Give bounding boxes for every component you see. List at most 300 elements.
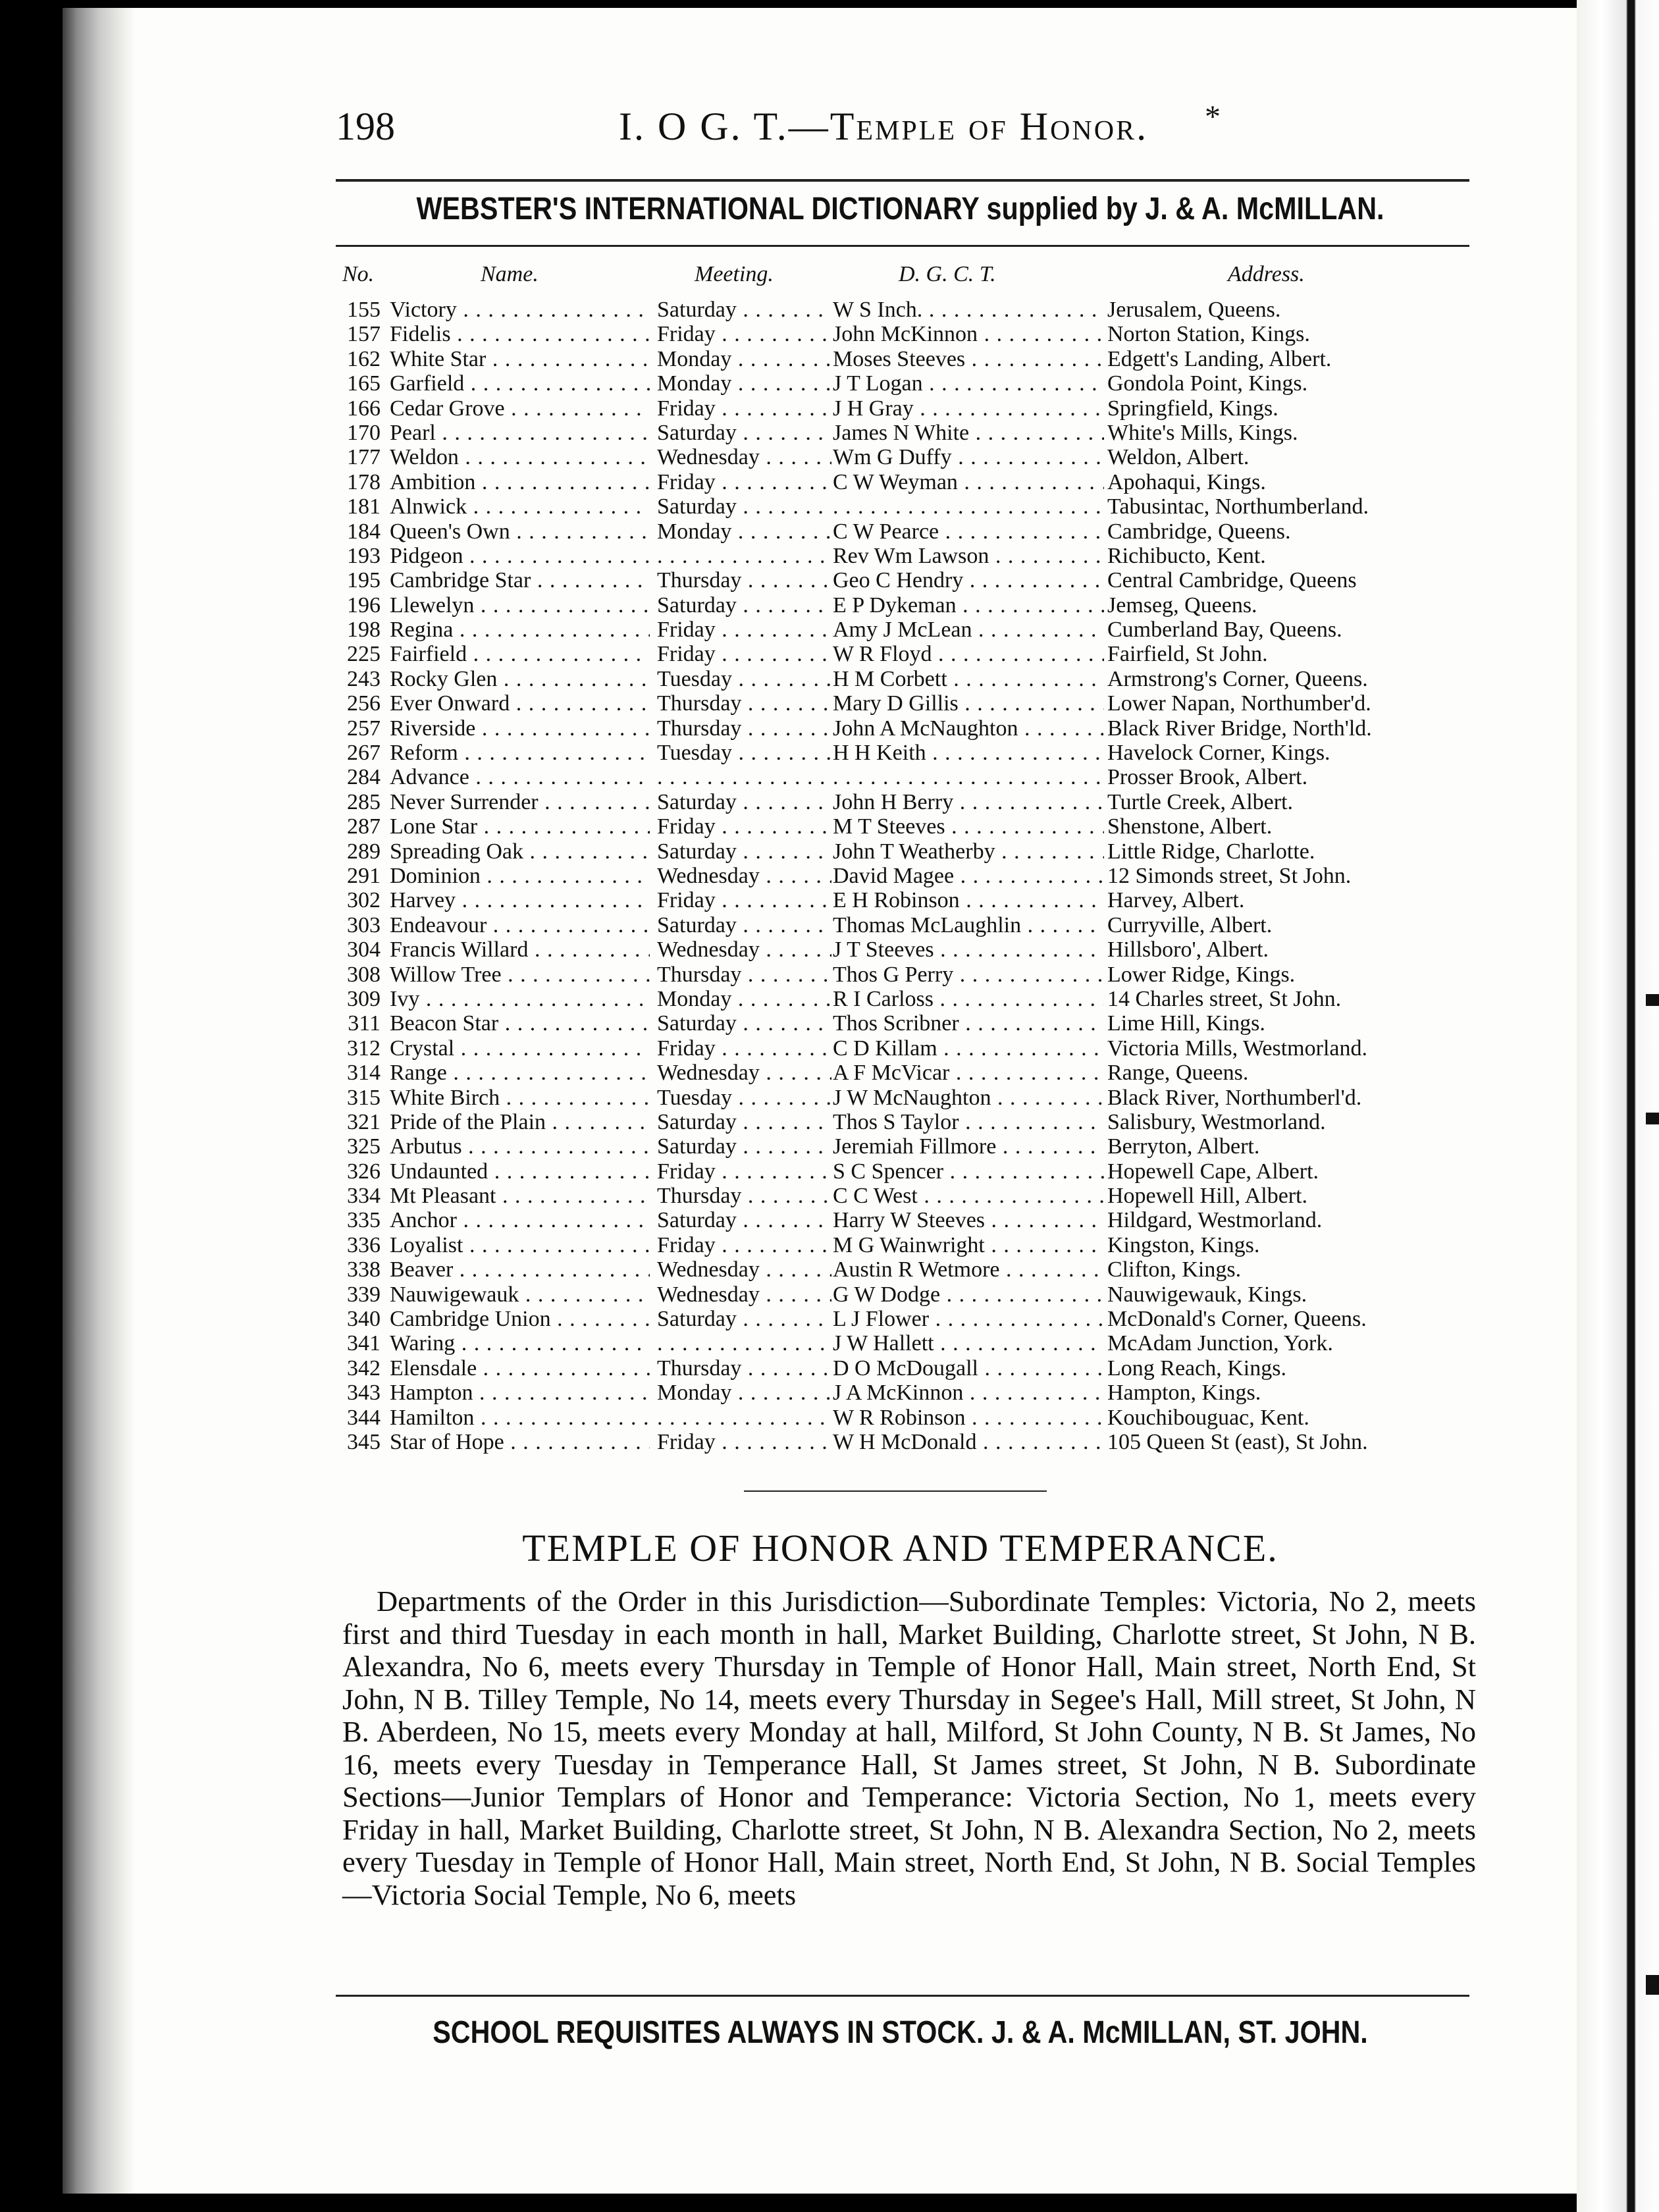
entry-meeting: Wednesday . . .	[657, 1282, 831, 1307]
entry-address: Hopewell Hill, Albert.	[1107, 1184, 1308, 1209]
entry-meeting: Wednesday . . .	[657, 1061, 831, 1085]
entry-dgct: W R Floyd . . .	[833, 642, 1104, 666]
entry-meeting: Thursday . . .	[657, 691, 831, 716]
directory-entry	[342, 765, 1475, 789]
entry-meeting: Friday . . .	[657, 470, 831, 494]
entry-dgct: E H Robinson . . .	[833, 888, 1104, 912]
directory-entry	[342, 642, 1475, 666]
entry-number: 178	[347, 469, 381, 494]
entry-name: Waring . . .	[390, 1331, 650, 1356]
entry-number: 343	[347, 1381, 381, 1406]
entry-number: 303	[347, 912, 381, 937]
asterisk-mark: *	[1205, 99, 1221, 134]
entry-dgct: John T Weatherby . . .	[833, 839, 1104, 864]
directory-entry	[342, 371, 1475, 396]
directory-entry	[342, 1061, 1475, 1085]
entry-dgct: M G Wainwright . . .	[833, 1233, 1104, 1257]
entry-meeting: Monday . . .	[657, 519, 831, 544]
entry-dgct: Jeremiah Fillmore . . .	[833, 1134, 1104, 1159]
entry-number: 345	[347, 1429, 381, 1454]
directory-entry	[342, 1233, 1475, 1257]
entry-meeting: Saturday . . .	[657, 790, 831, 814]
entry-dgct: John A McNaughton . . .	[833, 716, 1104, 741]
entry-dgct: Mary D Gillis . . .	[833, 691, 1104, 716]
entry-number: 285	[347, 789, 381, 814]
entry-name: White Star . . .	[390, 347, 650, 371]
header-rule	[336, 179, 1469, 182]
entry-meeting: Saturday . . .	[657, 298, 831, 322]
entry-dgct: S C Spencer . . .	[833, 1159, 1104, 1184]
facing-page-edge	[1577, 0, 1659, 2212]
entry-number: 243	[347, 666, 381, 691]
entry-dgct: J T Steeves . . .	[833, 937, 1104, 962]
entry-meeting: Saturday . . .	[657, 1307, 831, 1331]
entry-dgct: J W Hallett . . .	[833, 1331, 1104, 1356]
entry-meeting: Monday . . .	[657, 987, 831, 1011]
entry-number: 157	[347, 322, 381, 347]
entry-number: 338	[347, 1257, 381, 1282]
facing-page-mark	[1646, 1975, 1659, 1995]
entry-address: Clifton, Kings.	[1107, 1257, 1242, 1282]
entry-number: 344	[347, 1405, 381, 1430]
entry-name: Endeavour . . .	[390, 913, 650, 937]
entry-address: Tabusintac, Northumberland.	[1107, 494, 1369, 519]
entry-name: Arbutus . . .	[390, 1134, 650, 1159]
entry-name: Spreading Oak . . .	[390, 839, 650, 864]
directory-entry	[342, 1110, 1475, 1134]
entry-dgct: W S Inch. . . .	[833, 298, 1104, 322]
entry-address: Apohaqui, Kings.	[1107, 469, 1266, 494]
entry-address: Weldon, Albert.	[1107, 445, 1250, 470]
facing-page-mark	[1646, 994, 1659, 1006]
entry-number: 257	[347, 716, 381, 741]
entry-number: 225	[347, 642, 381, 667]
entry-dgct: Wm G Duffy . . .	[833, 445, 1104, 469]
column-header-name: Name.	[481, 262, 539, 286]
entry-name: Elensdale . . .	[390, 1356, 650, 1381]
entry-name: Never Surrender . . .	[390, 790, 650, 814]
entry-dgct: R I Carloss . . .	[833, 987, 1104, 1011]
entry-name: Francis Willard . . .	[390, 937, 650, 962]
entry-dgct: C C West . . .	[833, 1184, 1104, 1208]
column-header-dgct: D. G. C. T.	[899, 262, 996, 286]
directory-entry	[342, 814, 1475, 839]
entry-dgct: E P Dykeman . . .	[833, 593, 1104, 618]
entry-name: Pidgeon . . .	[390, 544, 650, 568]
entry-dgct: John McKinnon . . .	[833, 322, 1104, 346]
directory-entry	[342, 298, 1475, 322]
entry-meeting: Thursday . . .	[657, 568, 831, 592]
entry-number: 196	[347, 592, 381, 618]
directory-entry	[342, 1159, 1475, 1184]
entry-address: Prosser Brook, Albert.	[1107, 765, 1308, 790]
entry-meeting: Friday . . .	[657, 814, 831, 839]
directory-entry	[342, 396, 1475, 421]
entry-address: Havelock Corner, Kings.	[1107, 741, 1330, 766]
entry-meeting: Tuesday . . .	[657, 667, 831, 691]
entry-address: Armstrong's Corner, Queens.	[1107, 666, 1368, 691]
entry-name: Regina . . .	[390, 618, 650, 642]
entry-address: Springfield, Kings.	[1107, 396, 1278, 421]
entry-meeting: Saturday . . .	[657, 1134, 831, 1159]
entry-meeting	[657, 544, 831, 568]
entry-meeting: Wednesday . . .	[657, 937, 831, 962]
entry-dgct: D O McDougall . . .	[833, 1356, 1104, 1381]
entry-address: Nauwigewauk, Kings.	[1107, 1282, 1307, 1307]
entry-meeting: Tuesday . . .	[657, 1086, 831, 1110]
facing-page-mark	[1646, 1113, 1659, 1124]
entry-meeting: Wednesday . . .	[657, 445, 831, 469]
entry-dgct: Moses Steeves . . .	[833, 347, 1104, 371]
entry-name: Willow Tree . . .	[390, 962, 650, 987]
entry-address: Range, Queens.	[1107, 1061, 1249, 1086]
entry-dgct: C D Killam . . .	[833, 1036, 1104, 1061]
entry-address: Jemseg, Queens.	[1107, 592, 1257, 618]
entry-name: Alnwick . . .	[390, 494, 650, 519]
bottom-advertisement: SCHOOL REQUISITES ALWAYS IN STOCK. J. & A. McMILLAN, ST. JOHN.	[433, 2015, 1368, 2050]
entry-dgct: Thos S Taylor . . .	[833, 1110, 1104, 1134]
entry-meeting	[657, 1331, 831, 1356]
entry-meeting: Thursday . . .	[657, 962, 831, 987]
entry-address: Shenstone, Albert.	[1107, 814, 1273, 839]
directory-entry	[342, 593, 1475, 618]
entry-name: Queen's Own . . .	[390, 519, 650, 544]
entry-dgct: L J Flower . . .	[833, 1307, 1104, 1331]
entry-address: Cumberland Bay, Queens.	[1107, 618, 1342, 643]
entry-number: 162	[347, 346, 381, 371]
directory-entry	[342, 519, 1475, 544]
directory-entry	[342, 445, 1475, 469]
entry-number: 170	[347, 420, 381, 445]
entry-meeting: Monday . . .	[657, 347, 831, 371]
entry-address: Salisbury, Westmorland.	[1107, 1109, 1326, 1134]
directory-entry	[342, 937, 1475, 962]
running-head	[336, 99, 1465, 158]
column-header-address: Address.	[1228, 262, 1305, 286]
entry-name: Garfield . . .	[390, 371, 650, 396]
entry-dgct: Amy J McLean . . .	[833, 618, 1104, 642]
entry-address: Richibucto, Kent.	[1107, 543, 1266, 568]
entry-number: 287	[347, 814, 381, 839]
entry-dgct: H M Corbett . . .	[833, 667, 1104, 691]
entry-dgct: James N White . . .	[833, 421, 1104, 445]
entry-name: Mt Pleasant . . .	[390, 1184, 650, 1208]
entry-meeting: Friday . . .	[657, 618, 831, 642]
entry-number: 335	[347, 1208, 381, 1233]
entry-address: Kingston, Kings.	[1107, 1232, 1260, 1257]
entry-number: 195	[347, 568, 381, 593]
directory-entry	[342, 544, 1475, 568]
entry-name: Beaver . . .	[390, 1257, 650, 1282]
entry-number: 177	[347, 445, 381, 470]
entry-dgct: J W McNaughton . . .	[833, 1086, 1104, 1110]
directory-entry	[342, 1208, 1475, 1232]
directory-entry	[342, 1406, 1475, 1430]
entry-address: Hillsboro', Albert.	[1107, 937, 1269, 962]
section-title: TEMPLE OF HONOR AND TEMPERANCE.	[522, 1527, 1278, 1569]
entry-address: Little Ridge, Charlotte.	[1107, 839, 1315, 864]
entry-number: 342	[347, 1356, 381, 1381]
entry-address: Edgett's Landing, Albert.	[1107, 346, 1332, 371]
column-headers	[342, 262, 1462, 295]
entry-number: 165	[347, 371, 381, 396]
entry-address: Black River Bridge, North'ld.	[1107, 716, 1372, 741]
entry-meeting: Friday . . .	[657, 642, 831, 666]
entry-meeting: Friday . . .	[657, 1430, 831, 1454]
page-gutter-shadow	[63, 8, 135, 2194]
entry-meeting: Friday . . .	[657, 1036, 831, 1061]
entry-number: 198	[347, 618, 381, 643]
entry-dgct: W H McDonald . . .	[833, 1430, 1104, 1454]
directory-entry	[342, 667, 1475, 691]
directory-entry	[342, 1036, 1475, 1061]
entry-meeting: Wednesday . . .	[657, 1257, 831, 1282]
directory-entry	[342, 494, 1475, 519]
entry-number: 334	[347, 1184, 381, 1209]
entry-name: Hampton . . .	[390, 1381, 650, 1405]
entry-name: Fidelis . . .	[390, 322, 650, 346]
entry-number: 312	[347, 1036, 381, 1061]
entry-meeting: Wednesday . . .	[657, 864, 831, 888]
entry-name: Crystal . . .	[390, 1036, 650, 1061]
entry-dgct	[833, 494, 1104, 519]
directory-entry	[342, 691, 1475, 716]
entry-number: 340	[347, 1307, 381, 1332]
entry-address: Cambridge, Queens.	[1107, 519, 1291, 544]
entry-dgct: C W Weyman . . .	[833, 470, 1104, 494]
entry-meeting: Friday . . .	[657, 1233, 831, 1257]
entry-name: Riverside . . .	[390, 716, 650, 741]
entry-dgct: C W Pearce . . .	[833, 519, 1104, 544]
entry-name: Pride of the Plain . . .	[390, 1110, 650, 1134]
directory-entry	[342, 962, 1475, 987]
entry-address: 14 Charles street, St John.	[1107, 986, 1342, 1011]
entry-number: 267	[347, 741, 381, 766]
directory-entry	[342, 987, 1475, 1011]
entry-meeting: Saturday . . .	[657, 913, 831, 937]
entry-number: 284	[347, 765, 381, 790]
entry-dgct: Harry W Steeves . . .	[833, 1208, 1104, 1232]
directory-entry	[342, 1257, 1475, 1282]
entry-meeting	[657, 765, 831, 789]
entry-meeting: Saturday . . .	[657, 1011, 831, 1036]
entry-number: 336	[347, 1232, 381, 1257]
entry-address: Victoria Mills, Westmorland.	[1107, 1036, 1367, 1061]
entry-address: Fairfield, St John.	[1107, 642, 1268, 667]
entry-address: Hampton, Kings.	[1107, 1381, 1261, 1406]
entry-number: 315	[347, 1085, 381, 1110]
entry-meeting	[657, 1406, 831, 1430]
entry-dgct: W R Robinson . . .	[833, 1406, 1104, 1430]
entry-number: 289	[347, 839, 381, 864]
directory-entry	[342, 568, 1475, 592]
entry-address: 105 Queen St (east), St John.	[1107, 1429, 1368, 1454]
entry-address: Hildgard, Westmorland.	[1107, 1208, 1323, 1233]
entry-dgct: H H Keith . . .	[833, 741, 1104, 765]
entry-number: 304	[347, 937, 381, 962]
running-title: I. O G. T.—Temple of Honor.	[619, 105, 1149, 148]
entry-address: Lower Ridge, Kings.	[1107, 962, 1296, 987]
directory-entry	[342, 470, 1475, 494]
entry-number: 302	[347, 888, 381, 913]
entry-dgct: M T Steeves . . .	[833, 814, 1104, 839]
entry-name: Loyalist . . .	[390, 1233, 650, 1257]
entry-address: Berryton, Albert.	[1107, 1134, 1260, 1159]
entry-dgct: A F McVicar . . .	[833, 1061, 1104, 1085]
entry-number: 325	[347, 1134, 381, 1159]
entry-dgct: J H Gray . . .	[833, 396, 1104, 421]
entry-address: 12 Simonds street, St John.	[1107, 863, 1352, 888]
entry-address: Lime Hill, Kings.	[1107, 1011, 1265, 1036]
entry-meeting: Saturday . . .	[657, 494, 831, 519]
entry-number: 311	[348, 1011, 381, 1036]
temple-directory	[342, 298, 1475, 1454]
entry-name: Star of Hope . . .	[390, 1430, 650, 1454]
entry-dgct: J A McKinnon . . .	[833, 1381, 1104, 1405]
directory-entry	[342, 1356, 1475, 1381]
entry-name: White Birch . . .	[390, 1086, 650, 1110]
entry-number: 321	[347, 1109, 381, 1134]
entry-number: 184	[347, 519, 381, 544]
entry-name: Range . . .	[390, 1061, 650, 1085]
entry-name: Cedar Grove . . .	[390, 396, 650, 421]
entry-name: Victory . . .	[390, 298, 650, 322]
entry-number: 326	[347, 1159, 381, 1184]
entry-number: 166	[347, 396, 381, 421]
entry-dgct: Geo C Hendry . . .	[833, 568, 1104, 592]
entry-dgct: Thos Scribner . . .	[833, 1011, 1104, 1036]
directory-entry	[342, 421, 1475, 445]
entry-name: Undaunted . . .	[390, 1159, 650, 1184]
entry-name: Dominion . . .	[390, 864, 650, 888]
entry-address: Central Cambridge, Queens	[1107, 568, 1357, 593]
entry-name: Reform . . .	[390, 741, 650, 765]
entry-number: 341	[347, 1331, 381, 1356]
entry-address: Black River, Northumberl'd.	[1107, 1085, 1362, 1110]
entry-name: Llewelyn . . .	[390, 593, 650, 618]
entry-name: Ivy . . .	[390, 987, 650, 1011]
entry-meeting: Saturday . . .	[657, 593, 831, 618]
entry-name: Advance . . .	[390, 765, 650, 789]
entry-number: 314	[347, 1061, 381, 1086]
entry-number: 291	[347, 863, 381, 888]
entry-meeting: Thursday . . .	[657, 1184, 831, 1208]
entry-number: 181	[347, 494, 381, 519]
entry-address: Long Reach, Kings.	[1107, 1356, 1286, 1381]
entry-address: Curryville, Albert.	[1107, 912, 1273, 937]
entry-name: Nauwigewauk . . .	[390, 1282, 650, 1307]
footer-rule	[336, 1995, 1469, 1997]
section-body: Departments of the Order in this Jurisdiction—Subordinate Temples: Victoria, No 2, meets first and third Tuesday in each month in hall, Market Building, Charlotte street, St John, N B. Alexandra, No 6, meets every Thursday in Temple of Honor Hall, Main street, North End, St John, N B. Tilley Temple, No 14, meets every Thursday in Segee's Hall, Mill street, St John, N B. Aberdeen, No 15, meets every Monday at hall, Milford, St John County, N B. St James, No 16, meets every Tuesday in Temperance Hall, St James street, St John, N B. Subordinate Sections—Junior Templars of Honor and Temperance: Victoria Section, No 1, meets every Friday in hall, Market Building, Charlotte street, St John, N B. Alexandra Section, No 2, meets every Tuesday in Temple of Honor Hall, Main street, North End, St John, N B. Social Temples—Victoria Social Temple, No 6, meets	[342, 1585, 1476, 1911]
entry-dgct: Thos G Perry . . .	[833, 962, 1104, 987]
entry-address: Gondola Point, Kings.	[1107, 371, 1308, 396]
directory-entry	[342, 618, 1475, 642]
directory-entry	[342, 1134, 1475, 1159]
directory-entry	[342, 1381, 1475, 1405]
directory-entry	[342, 716, 1475, 741]
entry-name: Cambridge Union . . .	[390, 1307, 650, 1331]
entry-address: White's Mills, Kings.	[1107, 420, 1298, 445]
entry-name: Harvey . . .	[390, 888, 650, 912]
directory-entry	[342, 1430, 1475, 1454]
entry-meeting: Thursday . . .	[657, 1356, 831, 1381]
entry-meeting: Monday . . .	[657, 1381, 831, 1405]
entry-meeting: Thursday . . .	[657, 716, 831, 741]
entry-name: Anchor . . .	[390, 1208, 650, 1232]
directory-entry	[342, 888, 1475, 912]
entry-dgct: David Magee . . .	[833, 864, 1104, 888]
entry-number: 256	[347, 691, 381, 716]
column-header-meeting: Meeting.	[695, 262, 774, 286]
entry-number: 155	[347, 298, 381, 322]
directory-entry	[342, 790, 1475, 814]
page-number: 198	[336, 105, 395, 148]
entry-number: 339	[347, 1282, 381, 1307]
directory-entry	[342, 839, 1475, 864]
entry-number: 193	[347, 543, 381, 568]
entry-address: Kouchibouguac, Kent.	[1107, 1405, 1309, 1430]
entry-address: Turtle Creek, Albert.	[1107, 789, 1294, 814]
entry-name: Lone Star . . .	[390, 814, 650, 839]
entry-name: Ambition . . .	[390, 470, 650, 494]
directory-entry	[342, 1011, 1475, 1036]
entry-address: McDonald's Corner, Queens.	[1107, 1307, 1367, 1332]
directory-entry	[342, 1331, 1475, 1356]
entry-meeting: Friday . . .	[657, 1159, 831, 1184]
entry-address: Jerusalem, Queens.	[1107, 298, 1281, 322]
entry-dgct: G W Dodge . . .	[833, 1282, 1104, 1307]
entry-name: Rocky Glen . . .	[390, 667, 650, 691]
entry-address: Norton Station, Kings.	[1107, 322, 1310, 347]
directory-entry	[342, 322, 1475, 346]
directory-entry	[342, 347, 1475, 371]
entry-dgct: J T Logan . . .	[833, 371, 1104, 396]
entry-dgct: John H Berry . . .	[833, 790, 1104, 814]
entry-address: Hopewell Cape, Albert.	[1107, 1159, 1319, 1184]
entry-number: 308	[347, 962, 381, 987]
entry-meeting: Saturday . . .	[657, 421, 831, 445]
section-divider	[744, 1490, 1047, 1492]
entry-name: Pearl . . .	[390, 421, 650, 445]
entry-name: Cambridge Star . . .	[390, 568, 650, 592]
entry-meeting: Saturday . . .	[657, 1110, 831, 1134]
entry-name: Beacon Star . . .	[390, 1011, 650, 1036]
entry-meeting: Tuesday . . .	[657, 741, 831, 765]
directory-entry	[342, 741, 1475, 765]
directory-entry	[342, 1307, 1475, 1331]
column-header-no: No.	[342, 262, 375, 286]
entry-meeting: Friday . . .	[657, 888, 831, 912]
directory-entry	[342, 1282, 1475, 1307]
entry-address: McAdam Junction, York.	[1107, 1331, 1333, 1356]
entry-dgct	[833, 765, 1104, 789]
entry-name: Fairfield . . .	[390, 642, 650, 666]
entry-dgct: Thomas McLaughlin . . .	[833, 913, 1104, 937]
entry-meeting: Saturday . . .	[657, 839, 831, 864]
top-advertisement: WEBSTER'S INTERNATIONAL DICTIONARY supplied by J. & A. McMILLAN.	[416, 192, 1384, 226]
entry-meeting: Friday . . .	[657, 322, 831, 346]
directory-entry	[342, 1184, 1475, 1208]
directory-entry	[342, 913, 1475, 937]
entry-address: Harvey, Albert.	[1107, 888, 1245, 913]
entry-dgct: Rev Wm Lawson . . .	[833, 544, 1104, 568]
entry-name: Hamilton . . .	[390, 1406, 650, 1430]
ad-rule	[336, 245, 1469, 247]
directory-entry	[342, 864, 1475, 888]
entry-meeting: Saturday . . .	[657, 1208, 831, 1232]
entry-name: Ever Onward . . .	[390, 691, 650, 716]
entry-address: Lower Napan, Northumber'd.	[1107, 691, 1371, 716]
